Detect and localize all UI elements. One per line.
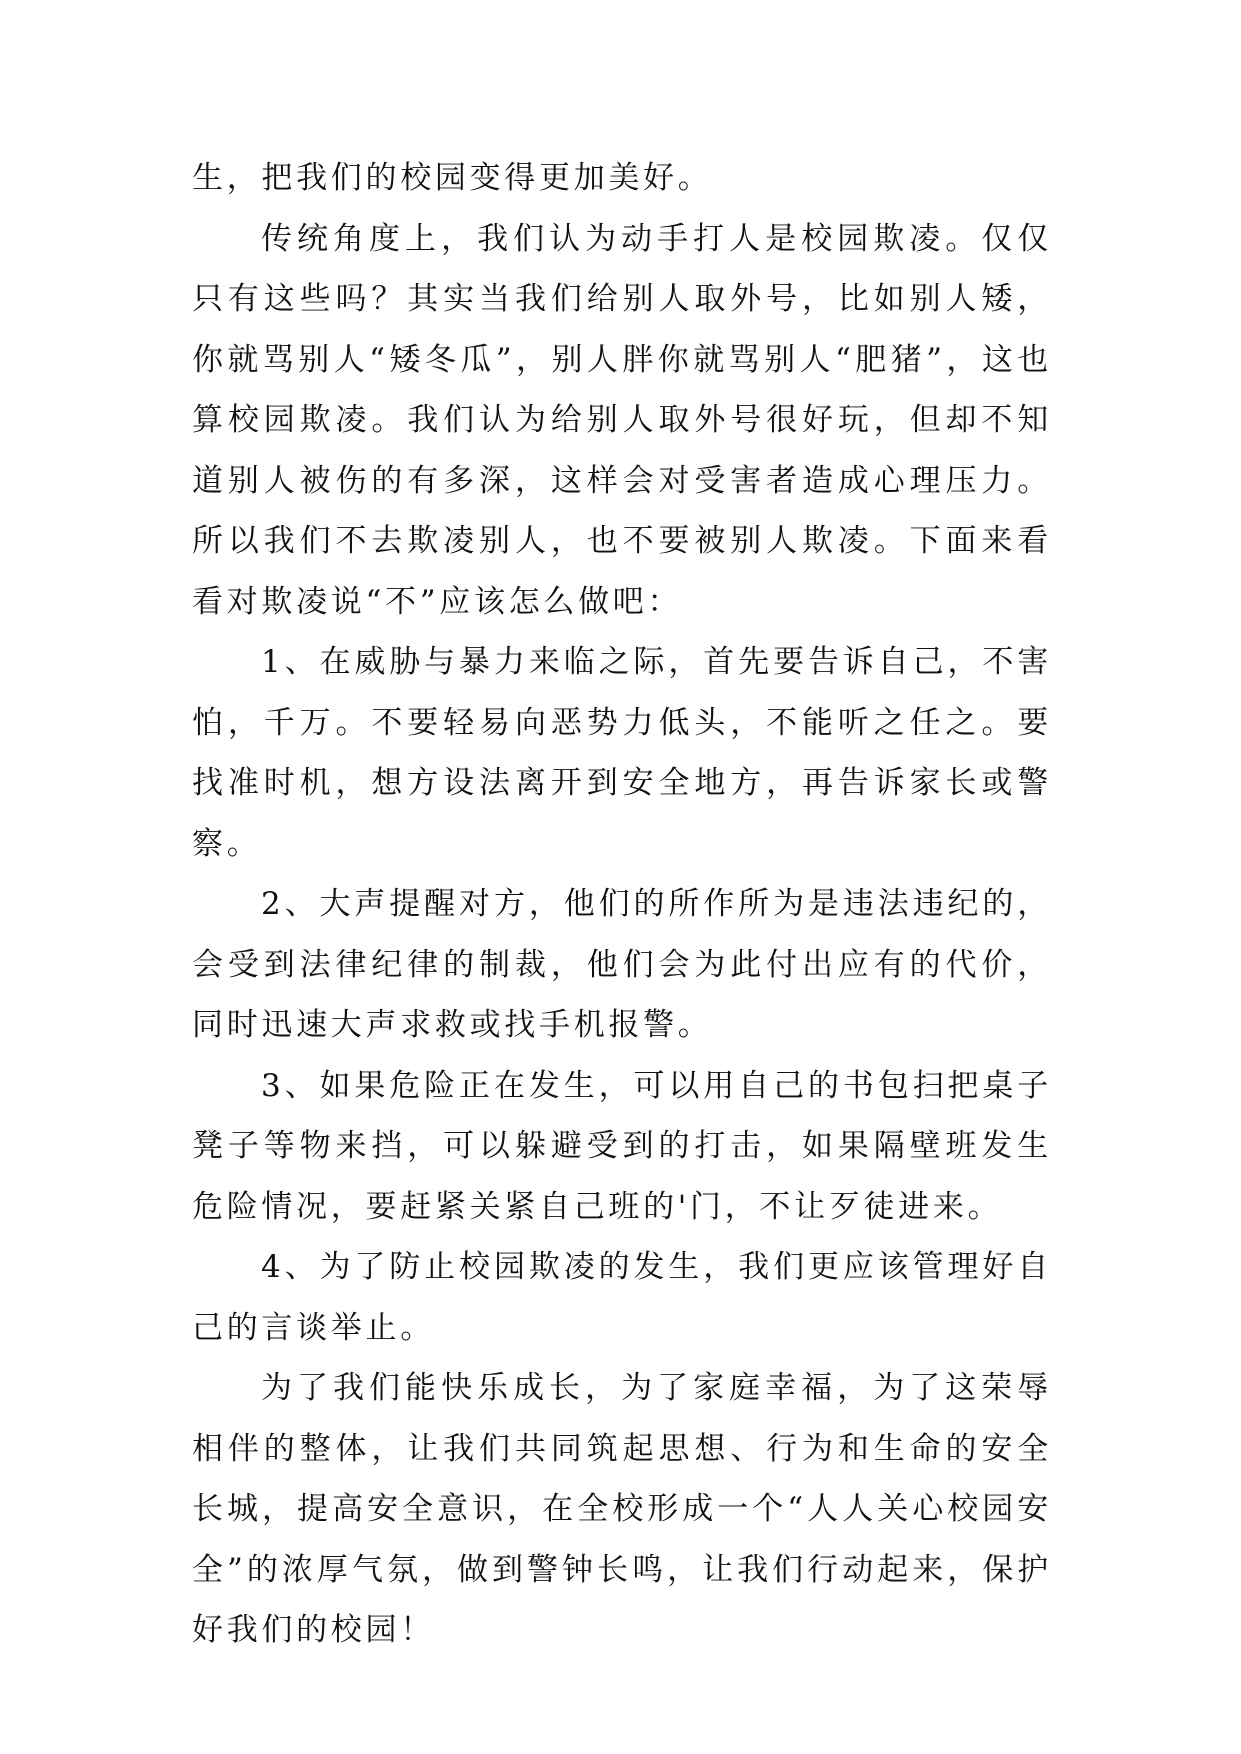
list-item-2: 2、大声提醒对方，他们的所作所为是违法违纪的，会受到法律纪律的制裁，他们会为此付出应有的代价，同时迅速大声求救或找手机报警。: [192, 886, 1052, 1043]
paragraph-bullying-definition: 传统角度上，我们认为动手打人是校园欺凌。仅仅只有这些吗？其实当我们给别人取外号，比如别人矮，你就骂别人“矮冬瓜”，别人胖你就骂别人“肥猪”，这也算校园欺凌。我们认为给别人取外号很好玩，但却不知道别人被伤的有多深，这样会对受害者造成心理压力。所以我们不去欺凌别人，也不要被别人欺凌。下面来看看对欺凌说“不”应该怎么做吧：: [192, 220, 1052, 620]
list-item-1: 1、在威胁与暴力来临之际，首先要告诉自己，不害怕，千万。不要轻易向恶势力低头，不能听之任之。要找准时机，想方设法离开到安全地方，再告诉家长或警察。: [192, 644, 1052, 862]
document-body: [192, 148, 1052, 1661]
list-item-4: 4、为了防止校园欺凌的发生，我们更应该管理好自己的言谈举止。: [192, 1249, 1052, 1346]
list-item-3: 3、如果危险正在发生，可以用自己的书包扫把桌子凳子等物来挡，可以躲避受到的打击，如果隔壁班发生危险情况，要赶紧关紧自己班的'门，不让歹徒进来。: [192, 1067, 1052, 1225]
paragraph-conclusion: 为了我们能快乐成长，为了家庭幸福，为了这荣辱相伴的整体，让我们共同筑起思想、行为和生命的安全长城，提高安全意识，在全校形成一个“人人关心校园安全”的浓厚气氛，做到警钟长鸣，让我们行动起来，保护好我们的校园！: [192, 1370, 1052, 1648]
paragraph-continuation: 生，把我们的校园变得更加美好。: [192, 160, 713, 196]
